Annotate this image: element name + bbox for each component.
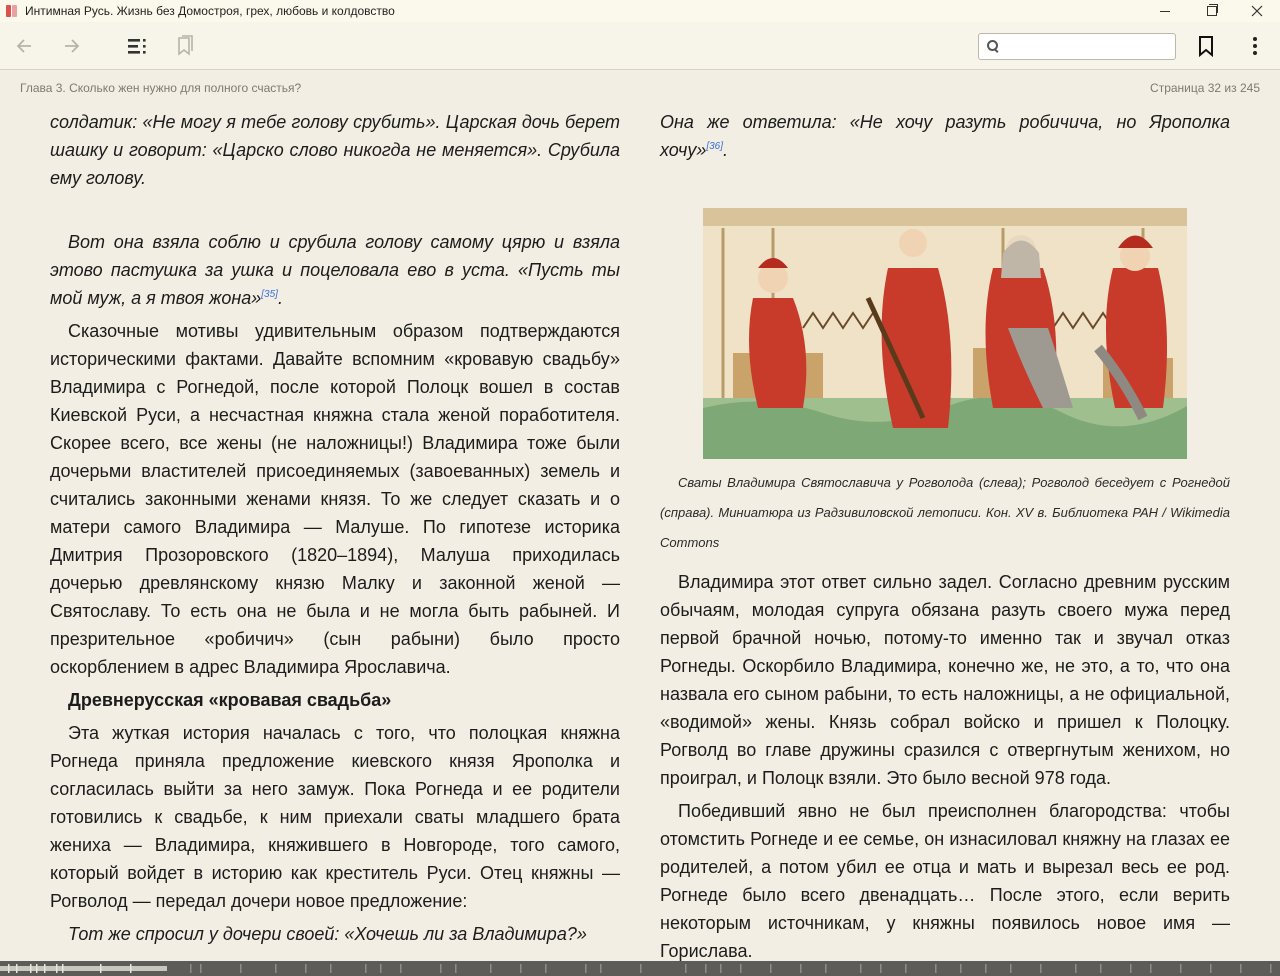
minimize-button[interactable] [1142, 0, 1188, 22]
chapter-tick [200, 964, 202, 973]
quote-end: . [277, 288, 283, 308]
bookmarks-icon [174, 35, 196, 57]
chapter-tick [8, 964, 10, 973]
table-of-contents-icon [127, 36, 149, 56]
paragraph: Владимира этот ответ сильно задел. Согласно древним русским обычаям, молодая супруга обязана разуть своего мужа перед первой брачной ночью, потому-то именно так и звучал отказ Рогнеды. Оскорбило Владимира, конечно же, не это, а то, что она назвала его сыном рабыни, то есть наложницы, а не официальной, «водимой» жены. Князь собрал войско и пришел к Полоцку. Рогволд во главе дружины сразился с отвергнутым женихом, но проиграл, и Полоцк взяли. Это было весной 978 года. [660, 572, 1230, 788]
chapter-tick [305, 964, 307, 973]
chapter-tick [720, 964, 722, 973]
chapter-tick [455, 964, 457, 973]
reading-progress-bar[interactable] [0, 961, 1280, 976]
chapter-tick [380, 964, 382, 973]
footnote-link[interactable]: [36] [706, 141, 724, 152]
section-heading: Древнерусская «кровавая свадьба» [68, 690, 392, 710]
chapter-tick [330, 964, 332, 973]
arrow-left-icon [14, 36, 34, 56]
figure-caption: Сваты Владимира Святославича у Рогволода (слева); Рогволод беседует с Рогнедой (справа). Миниатюра из Радзивиловской летописи. Кон. XV в. Библиотека РАН / Wikimedia Commons [660, 475, 1230, 550]
toc-button[interactable] [124, 32, 152, 60]
bookmarks-list-button[interactable] [171, 32, 199, 60]
chapter-tick [770, 964, 772, 973]
chapter-tick [365, 964, 367, 973]
chapter-tick [1180, 964, 1182, 973]
chapter-tick [100, 964, 102, 973]
chapter-tick [685, 964, 687, 973]
chapter-tick [935, 964, 937, 973]
chapter-tick [640, 964, 642, 973]
chapter-tick [36, 964, 38, 973]
chapter-tick [905, 964, 907, 973]
quote-end: . [723, 140, 729, 160]
footnote-link[interactable]: [35] [261, 289, 278, 300]
quote-text: Она же ответила: «Не хочу разуть робичича, но Ярополка хочу» [660, 112, 1230, 160]
search-input[interactable] [1005, 37, 1171, 57]
chapter-tick [545, 964, 547, 973]
forward-button[interactable] [58, 32, 86, 60]
chapter-tick [800, 964, 802, 973]
right-page-continued [660, 568, 1230, 970]
search-icon [987, 40, 999, 52]
chapter-tick [62, 964, 64, 973]
chapter-tick [44, 964, 46, 973]
chapter-tick [880, 964, 882, 973]
chapter-tick [985, 964, 987, 973]
chapter-tick [860, 964, 862, 973]
close-icon [1251, 5, 1263, 17]
manuscript-miniature-image [703, 208, 1187, 459]
chapter-tick [1150, 964, 1152, 973]
chapter-tick [16, 964, 18, 973]
right-page [660, 108, 1230, 169]
chapter-tick [1040, 964, 1042, 973]
search-box[interactable] [978, 33, 1176, 60]
page-indicator: Страница 32 из 245 [1150, 81, 1260, 95]
chapter-tick [1010, 964, 1012, 973]
chapter-tick [1270, 964, 1272, 973]
title-bar [0, 0, 1280, 22]
chapter-tick [190, 964, 192, 973]
paragraph-quote [50, 228, 620, 312]
close-button[interactable] [1234, 0, 1280, 22]
paragraph: Победивший явно не был преисполнен благородства: чтобы отомстить Рогнеде и ее семье, он изнасиловал княжну на глазах ее родителей, а потом убил ее отца и мать и вырезал весь ее род. Рогнеде было всего двенадцать… После этого, если верить некоторым источникам, у княжны появилось новое имя — Горислава. [660, 801, 1230, 961]
chapter-tick [1210, 964, 1212, 973]
chapter-tick [1240, 964, 1242, 973]
back-button[interactable] [10, 32, 38, 60]
chapter-tick [705, 964, 707, 973]
toolbar [0, 22, 1280, 70]
bookmark-icon [1197, 35, 1215, 57]
paragraph: Сказочные мотивы удивительным образом подтверждаются историческими фактами. Давайте вспомним «кровавую свадьбу» Владимира с Рогнедой, после которой Полоцк вошел в состав Киевской Руси, а несчастная княжна стала женой поработителя. Скорее всего, все жены (не наложницы!) Владимира тоже были дочерьми властителей присоединяемых (завоеванных) земель и считались законными женами князя. То же следует сказать и о матери самого Владимира — Малуше. По гипотезе историка Дмитрия Прозоровского (1820–1894), Малуша приходилась дочерью древлянскому князю Малку и законной женой — Святославу. То есть она не была и не могла быть рабыней. И презрительное «робичич» (сын рабыни) было просто оскорблением в адрес Владимира Ярославича. [50, 321, 620, 677]
window-controls [1142, 0, 1280, 22]
chapter-tick [1130, 964, 1132, 973]
chapter-tick [490, 964, 492, 973]
progress-fill [0, 966, 167, 971]
chapter-tick [440, 964, 442, 973]
chapter-title: Глава 3. Сколько жен нужно для полного счастья? [20, 81, 302, 95]
maximize-button[interactable] [1188, 0, 1234, 22]
chapter-tick [600, 964, 602, 973]
miniature-illustration [703, 208, 1187, 459]
paragraph-quote: Тот же спросил у дочери своей: «Хочешь ли за Владимира?» [68, 924, 587, 944]
chapter-tick [130, 964, 132, 973]
chapter-tick [30, 964, 32, 973]
chapter-tick [275, 964, 277, 973]
chapter-tick [400, 964, 402, 973]
menu-button[interactable] [1241, 32, 1269, 60]
window-title: Интимная Русь. Жизнь без Домостроя, грех, любовь и колдовство [25, 4, 395, 18]
app-book-icon [5, 4, 19, 18]
chapter-tick [520, 964, 522, 973]
chapter-tick [740, 964, 742, 973]
paragraph: Эта жуткая история началась с того, что полоцкая княжна Рогнеда приняла предложение киевского князя Ярополка и согласилась выйти за него замуж. Пока Рогнеда и ее родители готовились к свадьбе, к ним приехали сваты младшего брата жениха — Владимира, княжившего в Новгороде, того самого, который войдет в историю как креститель Руси. Отец княжны — Рогволод — передал дочери новое предложение: [50, 723, 620, 911]
paragraph-quote [660, 108, 1230, 164]
chapter-tick [585, 964, 587, 973]
left-page [50, 108, 620, 953]
chapter-tick [1100, 964, 1102, 973]
chapter-tick [960, 964, 962, 973]
chapter-tick [56, 964, 58, 973]
chapter-tick [1075, 964, 1077, 973]
arrow-right-icon [62, 36, 82, 56]
progress-track [0, 961, 1280, 976]
more-vertical-icon [1253, 37, 1257, 55]
chapter-tick [240, 964, 242, 973]
paragraph: солдатик: «Не могу я тебе голову срубить». Царская дочь берет шашку и говорит: «Царско слово никогда не меняется». Срубила ему голову. [50, 112, 620, 188]
add-bookmark-button[interactable] [1192, 32, 1220, 60]
chapter-tick [825, 964, 827, 973]
quote-text: Вот она взяла соблю и срубила голову самому цярю и взяла этово пастушка за ушка и поцеловала ево в уста. «Пусть ты мой муж, а я твоя жона» [50, 232, 620, 308]
